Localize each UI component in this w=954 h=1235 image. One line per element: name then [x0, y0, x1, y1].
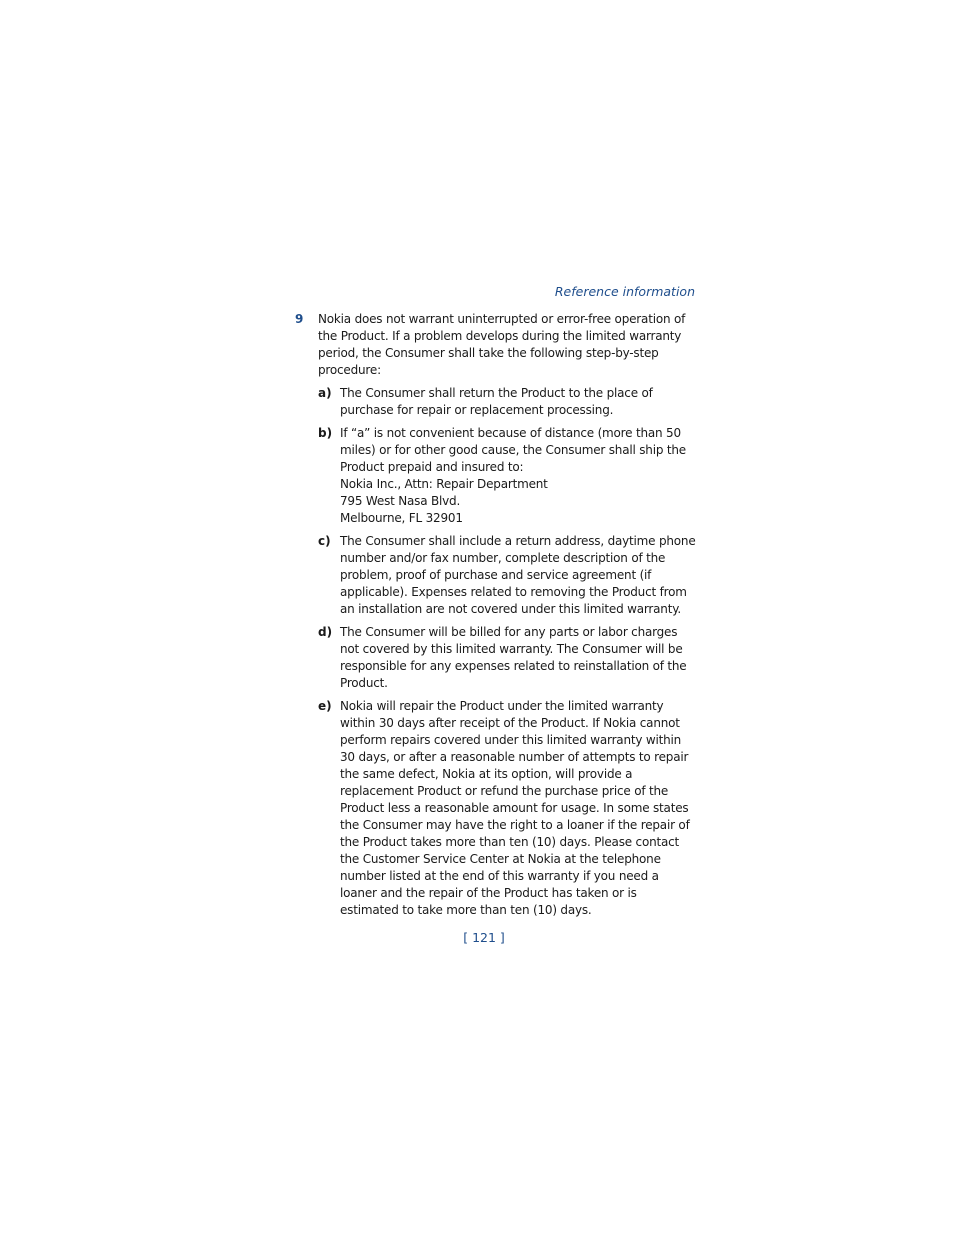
- subitem-body: [340, 425, 696, 527]
- subitem-d: [318, 624, 698, 692]
- subitem-label: c): [318, 534, 331, 548]
- subitem-text: If “a” is not convenient because of distance (more than 50 miles) or for other good cause, the Consumer shall ship the Product prepaid and insured to:: [340, 426, 686, 474]
- subitem-text: The Consumer will be billed for any parts or labor charges not covered by this limited warranty. The Consumer will be responsible for any expenses related to reinstallation of the Product.: [340, 625, 687, 690]
- address-line-2: 795 West Nasa Blvd.: [340, 494, 461, 508]
- item-number: 9: [295, 312, 304, 326]
- subitem-text: The Consumer shall include a return address, daytime phone number and/or fax number, complete description of the problem, proof of purchase and service agreement (if applicable). Expenses related to removing the Product from an installation are not covered under this limited warranty.: [340, 534, 696, 616]
- address-line-1: Nokia Inc., Attn: Repair Department: [340, 477, 548, 491]
- section-header: Reference information: [554, 284, 695, 299]
- address-line-3: Melbourne, FL 32901: [340, 511, 463, 525]
- page-number: [ 121 ]: [463, 930, 505, 945]
- subitem-label: e): [318, 699, 332, 713]
- subitem-text: Nokia will repair the Product under the limited warranty within 30 days after receipt of the Product. If Nokia cannot perform repairs covered under this limited warranty within 30 days, or after a reasonable number of attempts to repair the same defect, Nokia at its option, will provide a replacement Product or refund the purchase price of the Product less a reasonable amount for usage. In some states the Consumer may have the right to a loaner if the repair of the Product takes more than ten (10) days. Please contact the Customer Service Center at Nokia at the telephone number listed at the end of this warranty if you need a loaner and the repair of the Product has taken or is estimated to take more than ten (10) days.: [340, 699, 690, 917]
- subitem-label: a): [318, 386, 332, 400]
- subitem-b: [318, 425, 698, 527]
- item-intro: Nokia does not warrant uninterrupted or error-free operation of the Product. If a problem develops during the limited warranty period, the Consumer shall take the following step-by-step procedure:: [318, 312, 686, 377]
- subitem-e: [318, 698, 698, 919]
- subitem-c: [318, 533, 698, 618]
- subitem-label: b): [318, 426, 333, 440]
- subitem-label: d): [318, 625, 333, 639]
- warranty-item-9: [295, 311, 700, 919]
- subitem-a: [318, 385, 698, 419]
- subitem-text: The Consumer shall return the Product to the place of purchase for repair or replacement processing.: [340, 386, 653, 417]
